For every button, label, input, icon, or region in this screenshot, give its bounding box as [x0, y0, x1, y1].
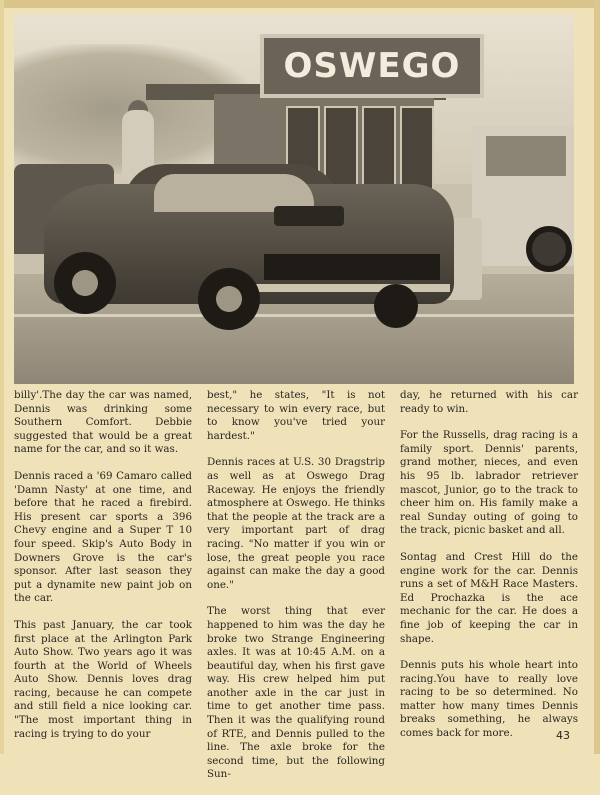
- camaro-grille: [264, 254, 440, 280]
- photo-track-line: [14, 314, 574, 317]
- paragraph: The worst thing that ever happened to him was the day he broke two Strange Engineering axles. It was at 10:45 A.M. on a beautiful day, when his first gave way. His crew helped him put another axle in the car just in time to get another time pass. Then it was the qualifying round of RTE, and Dennis pulled to the line. The axle broke for the second time, but the following Sun-: [207, 605, 385, 781]
- paragraph: billy'.The day the car was named, Dennis was drinking some Southern Comfort. Debbie suggested that would be a great name for the car, and so it was.: [14, 389, 192, 456]
- page-edge-right: [594, 0, 600, 754]
- rear-wheel: [54, 252, 116, 314]
- front-right-wheel: [374, 284, 418, 328]
- sign-text: OSWEGO: [283, 46, 461, 86]
- article-column-3: [400, 389, 578, 754]
- paragraph: For the Russells, drag racing is a family sport. Dennis' parents, grand mother, nieces, and even his 95 lb. labrador retriever mascot, Junior, go to the track to cheer him on. His family make a real Sunday outing of going to the track, picnic basket and all.: [400, 429, 578, 537]
- front-left-wheel: [198, 268, 260, 330]
- paragraph: This past January, the car took first place at the Arlington Park Auto Show. Two years ago it was fourth at the World of Wheels Auto Show. Dennis loves drag racing, because he can compete and still field a nice looking car. "The most important thing in racing is trying to do your: [14, 618, 192, 740]
- paragraph: Dennis races at U.S. 30 Dragstrip as well as at Oswego Drag Raceway. He enjoys the friendly atmosphere at Oswego. He thinks that the people at the track are a very important part of drag racing. "No matter if you win or lose, the great people you race against can make the day a good one.": [207, 456, 385, 591]
- page-edge: [0, 0, 600, 8]
- booth-window: [400, 106, 434, 190]
- paragraph: day, he returned with his car ready to win.: [400, 389, 578, 415]
- hood-scoop: [274, 206, 344, 226]
- truck-window: [486, 136, 566, 176]
- booth-window: [362, 106, 396, 190]
- article-column-2: [207, 389, 385, 795]
- oswego-sign: [260, 34, 484, 98]
- paragraph: Sontag and Crest Hill do the engine work for the car. Dennis runs a set of M&H Race Masters. Ed Prochazka is the ace mechanic for the car. He does a fine job of keeping the car in shape.: [400, 550, 578, 645]
- paragraph: best," he states, "It is not necessary to win every race, but to know you've tried your hardest.": [207, 389, 385, 442]
- paragraph: Dennis raced a '69 Camaro called 'Damn Nasty' at one time, and before that he raced a firebird. His present car sports a 396 Chevy engine and a Super T 10 four speed. Skip's Auto Body in Downers Grove is the car's sponsor. After last season they put a dynamite new paint job on the car.: [14, 469, 192, 605]
- paragraph: Dennis puts his whole heart into racing.You have to really love racing to be so determined. No matter how many times Dennis breaks something, he always comes back for more.: [400, 659, 578, 740]
- camaro-bumper: [254, 284, 450, 292]
- page-edge-left: [0, 0, 4, 754]
- article-column-1: [14, 389, 192, 754]
- drag-race-photo: [14, 14, 574, 384]
- truck-wheel: [526, 226, 572, 272]
- page-number: 43: [556, 729, 570, 742]
